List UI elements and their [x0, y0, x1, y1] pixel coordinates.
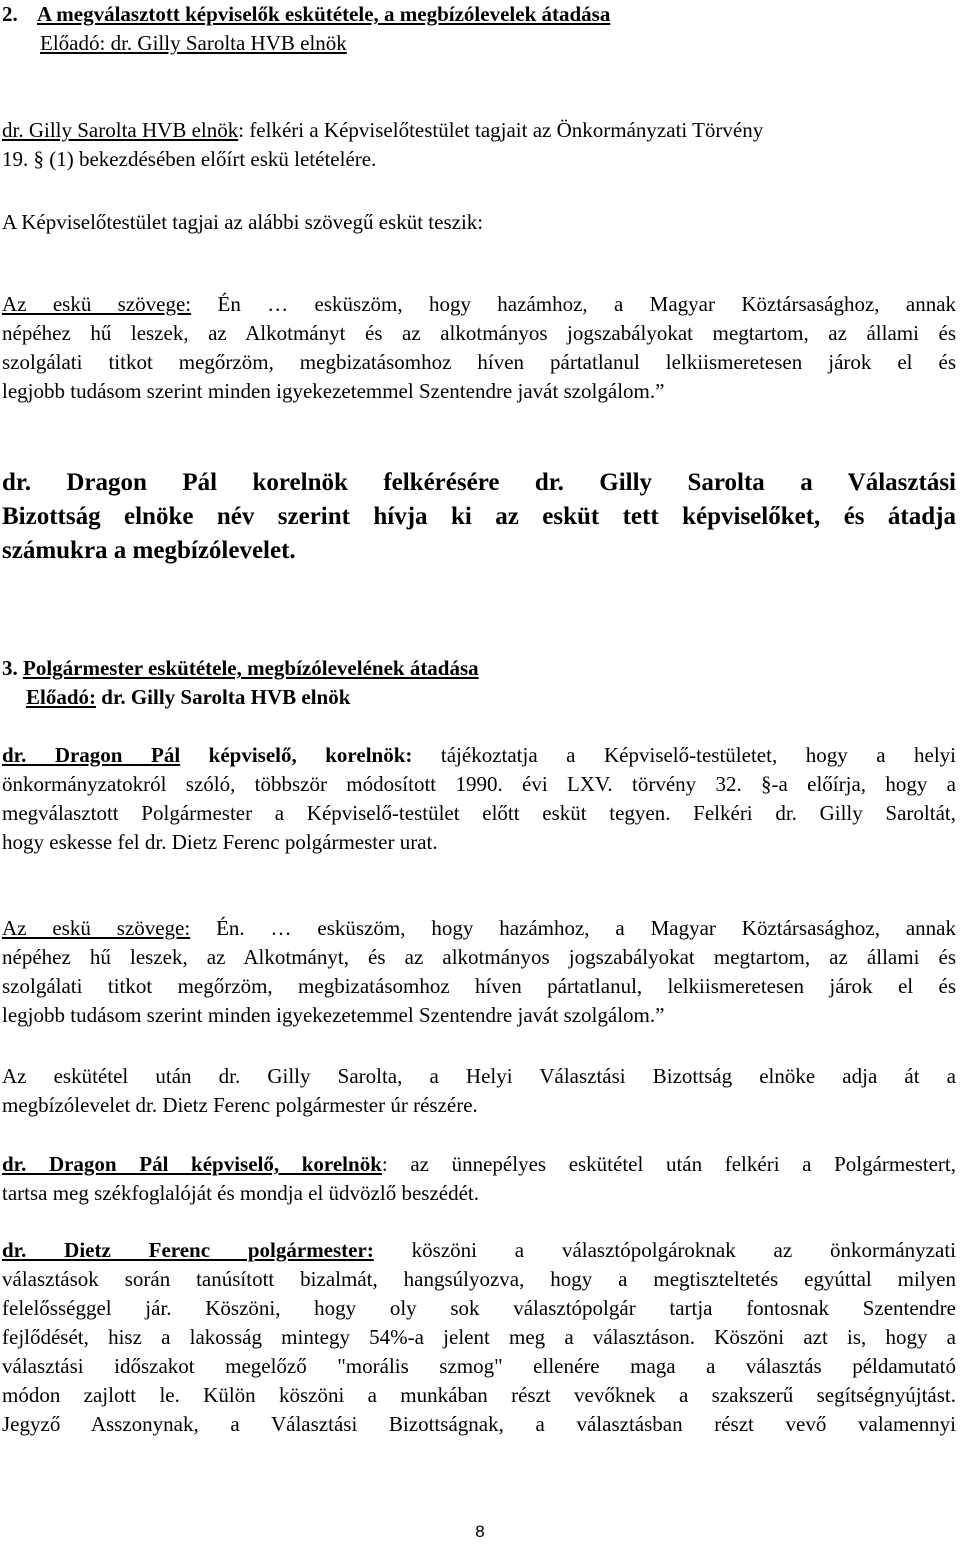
intro-paragraph: [2, 116, 956, 174]
page-number: 8: [475, 1522, 485, 1541]
oath-lead: A Képviselőtestület tagjai az alábbi szövegű esküt teszik:: [2, 210, 484, 234]
section-2-presenter: Előadó: dr. Gilly Sarolta HVB elnök: [40, 31, 347, 55]
oath-label-1: Az eskü szövege:: [2, 292, 192, 316]
dietz-line-7: Jegyző Asszonynak, a Választási Bizottságnak, a választásban részt vevő valamennyi: [2, 1412, 956, 1436]
bold-line-3: számukra a megbízólevelet.: [2, 537, 296, 564]
section-3-heading: [2, 654, 956, 712]
oath-1-line-2: népéhez hű leszek, az Alkotmányt és az alkotmányos jogszabályokat megtartom, az állami és: [2, 321, 956, 345]
dragon-line-2: önkormányzatokról szóló, többször módosított 1990. évi LXV. törvény 32. §-a előírja, hogy a: [2, 772, 956, 796]
speaker-dragon-2: dr. Dragon Pál képviselő, korelnök: [2, 1152, 382, 1176]
oath-2-line-4: legjobb tudásom szerint minden igyekezetemmel Szentendre javát szolgálom.”: [2, 1003, 665, 1027]
dietz-line-3: felelősséggel jár. Köszöni, hogy oly sok választópolgár tartja fontosnak Szentendre: [2, 1296, 956, 1320]
dietz-line-5: választási időszakot megelőző "morális szmog" ellenére maga a választás példamutató: [2, 1354, 956, 1378]
bold-line-1: dr. Dragon Pál korelnök felkérésére dr. Gilly Sarolta a Választási: [2, 469, 956, 496]
dietz-line-1: köszöni a választópolgároknak az önkormányzati: [373, 1238, 956, 1262]
dragon-second-paragraph: [2, 1150, 956, 1208]
speaker-gilly: dr. Gilly Sarolta HVB elnök: [2, 118, 239, 142]
after-oath-line-1: Az eskütétel után dr. Gilly Sarolta, a Helyi Választási Bizottság elnöke adja át a: [2, 1064, 956, 1088]
dietz-line-2: választások során tanúsított bizalmát, hangsúlyozva, hogy a megtiszteltetés egyúttal milyen: [2, 1267, 956, 1291]
section-3-number: 3.: [2, 656, 18, 680]
oath-1-line-1: Én … esküszöm, hogy hazámhoz, a Magyar Köztársasághoz, annak: [217, 292, 957, 316]
dragon-paragraph: [2, 741, 956, 857]
after-oath-paragraph: [2, 1062, 956, 1120]
dragon-line-4: hogy eskesse fel dr. Dietz Ferenc polgármester urat.: [2, 830, 438, 854]
intro-line-2: 19. § (1) bekezdésében előírt eskü letételére.: [2, 147, 377, 171]
dragon2-line-1: : az ünnepélyes eskütétel után felkéri a Polgármestert,: [381, 1152, 956, 1176]
oath-2-line-1: Én. … esküszöm, hogy hazámhoz, a Magyar Köztársasághoz, annak: [216, 916, 956, 940]
section-2-heading: [2, 0, 956, 58]
section-2-title: A megválasztott képviselők eskütétele, a megbízólevelek átadása: [37, 2, 611, 26]
oath-1-line-4: legjobb tudásom szerint minden igyekezetemmel Szentendre javát szolgálom.”: [2, 379, 665, 403]
dragon-line-1: tájékoztatja a Képviselő-testületet, hogy a helyi: [412, 743, 957, 767]
oath-2-line-2: népéhez hű leszek, az Alkotmányt, és az alkotmányos jogszabályokat megtartom, az állami és: [2, 945, 956, 969]
dragon2-line-2: tartsa meg székfoglalóját és mondja el üdvözlő beszédét.: [2, 1181, 480, 1205]
after-oath-line-2: megbízólevelet dr. Dietz Ferenc polgármester úr részére.: [2, 1093, 478, 1117]
oath-text-1: [2, 290, 956, 406]
speaker-dragon-role: képviselő, korelnök:: [180, 743, 413, 767]
section-3-title: Polgármester eskütétele, megbízólevelének átadása: [23, 656, 479, 680]
bold-line-2: Bizottság elnöke név szerint hívja ki az esküt tett képviselőket, és átadja: [2, 503, 956, 530]
section-3-presenter-name: dr. Gilly Sarolta HVB elnök: [101, 685, 351, 709]
dietz-line-4: fejlődését, hisz a lakosság mintegy 54%-a jelent meg a választáson. Köszöni azt is, hogy a: [2, 1325, 956, 1349]
dragon-line-3: megválasztott Polgármester a Képviselő-testület előtt esküt tegyen. Felkéri dr. Gilly Saroltát,: [2, 801, 956, 825]
oath-label-2: Az eskü szövege:: [2, 916, 191, 940]
intro-line-1: : felkéri a Képviselőtestület tagjait az Önkormányzati Törvény: [238, 118, 764, 142]
dietz-line-6: módon zajlott le. Külön köszöni a munkában részt vevőknek a szakszerű segítségnyújtást.: [2, 1383, 956, 1407]
oath-2-line-3: szolgálati titkot megőrzöm, megbizatásomhoz híven pártatlanul, lelkiismeretesen járok el és: [2, 974, 956, 998]
oath-1-line-3: szolgálati titkot megőrzöm, megbizatásomhoz híven pártatlanul lelkiismeretesen járok el és: [2, 350, 956, 374]
dietz-paragraph: [2, 1236, 956, 1439]
section-3-presenter-label: Előadó:: [26, 685, 97, 709]
oath-text-2: [2, 914, 956, 1030]
speaker-dragon: dr. Dragon Pál: [2, 743, 181, 767]
section-2-number: 2.: [2, 2, 18, 26]
speaker-dietz: dr. Dietz Ferenc polgármester:: [2, 1238, 374, 1262]
bold-statement: [2, 466, 956, 568]
